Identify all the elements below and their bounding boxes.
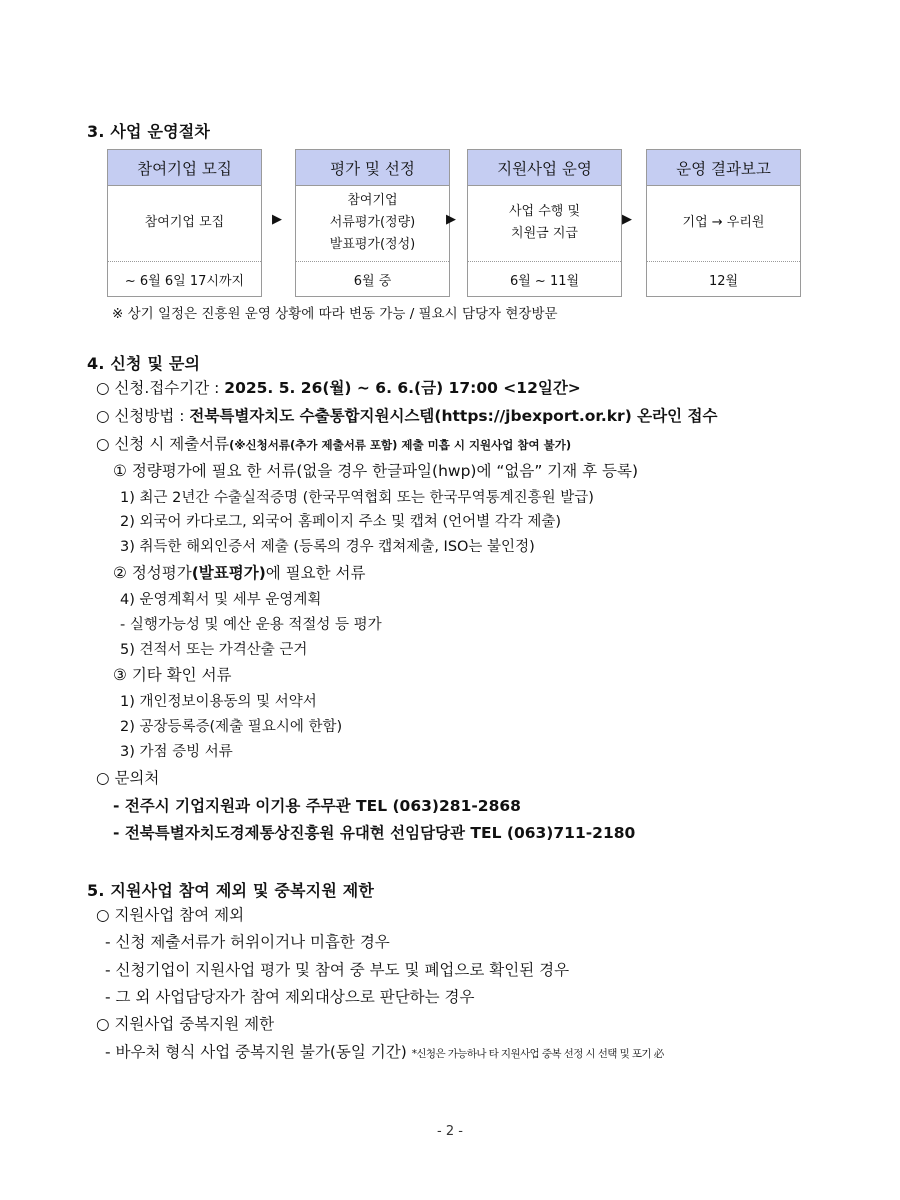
flow-step-2-header: 평가 및 선정 — [296, 150, 449, 186]
qualitative-docs-post: 에 필요한 서류 — [265, 564, 366, 582]
contact-item: - 전북특별자치도경제통상진흥원 유대현 선임담당관 TEL (063)711-2180 — [113, 824, 636, 842]
doc-list-item: 5) 견적서 또는 가격산출 근거 — [120, 642, 308, 658]
flow-step-3-body-line: 사업 수행 및 — [508, 204, 581, 219]
flow-step-2-body-line: 서류평가(정량) — [329, 215, 416, 230]
flow-arrow-icon: ▶ — [446, 212, 456, 227]
doc-list-item: 1) 개인정보이용동의 및 서약서 — [120, 694, 317, 710]
qualitative-docs-bold: (발표평가) — [191, 564, 266, 582]
flow-step-4 — [646, 149, 801, 297]
quantitative-docs-heading: ① 정량평가에 필요 한 서류(없을 경우 한글파일(hwp)에 “없음” 기재 후 등록) — [113, 462, 639, 480]
flow-step-2-footer: 6월 중 — [296, 261, 449, 296]
section5-title: 5. 지원사업 참여 제외 및 중복지원 제한 — [87, 881, 375, 900]
required-documents-label: ○ 신청 시 제출서류 — [96, 435, 230, 453]
doc-list-item: 3) 가점 증빙 서류 — [120, 744, 233, 760]
qualitative-docs-heading — [113, 563, 365, 583]
flow-step-1-body — [108, 186, 261, 260]
exclusion-item: - 그 외 사업담당자가 참여 제외대상으로 판단하는 경우 — [105, 988, 475, 1006]
flow-step-3 — [467, 149, 622, 297]
application-period-label: ○ 신청.접수기간 : — [96, 379, 225, 397]
required-documents — [96, 434, 571, 455]
section3-title: 3. 사업 운영절차 — [87, 122, 211, 141]
flow-arrow-icon: ▶ — [622, 212, 632, 227]
schedule-note: ※ 상기 일정은 진흥원 운영 상황에 따라 변동 가능 / 필요시 담당자 현장방문 — [112, 306, 558, 322]
application-method — [96, 406, 717, 426]
duplicate-label: ○ 지원사업 중복지원 제한 — [96, 1015, 275, 1033]
flow-step-3-body — [468, 186, 621, 260]
application-method-label: ○ 신청방법 : — [96, 407, 190, 425]
doc-list-item: 4) 운영계획서 및 세부 운영계획 — [120, 592, 322, 608]
duplicate-item-note: *신청은 가능하나 타 지원사업 중복 선정 시 선택 및 포기 必 — [411, 1048, 664, 1060]
flow-step-1-footer: ~ 6월 6일 17시까지 — [108, 261, 261, 296]
contact-item: - 전주시 기업지원과 이기용 주무관 TEL (063)281-2868 — [113, 797, 521, 815]
flow-step-3-header: 지원사업 운영 — [468, 150, 621, 186]
section4-title: 4. 신청 및 문의 — [87, 354, 201, 373]
duplicate-item-text: - 바우처 형식 사업 중복지원 불가(동일 기간) — [105, 1043, 412, 1061]
exclusion-item: - 신청 제출서류가 허위이거나 미흡한 경우 — [105, 933, 390, 951]
flow-step-4-footer: 12월 — [647, 261, 800, 296]
flow-step-1-body-line: 참여기업 모집 — [144, 215, 225, 230]
flow-step-2-body-line: 발표평가(정성) — [329, 237, 416, 252]
duplicate-item — [105, 1042, 664, 1064]
doc-list-item: 1) 최근 2년간 수출실적증명 (한국무역협회 또는 한국무역통계진흥원 발급) — [120, 490, 594, 506]
flow-step-2 — [295, 149, 450, 297]
doc-list-item: 2) 공장등록증(제출 필요시에 한함) — [120, 719, 343, 735]
flow-step-4-body — [647, 186, 800, 260]
flow-arrow-icon: ▶ — [272, 212, 282, 227]
exclusion-label: ○ 지원사업 참여 제외 — [96, 906, 245, 924]
application-period — [96, 378, 581, 398]
qualitative-docs-pre: ② 정성평가 — [113, 564, 192, 582]
application-period-value: 2025. 5. 26(월) ~ 6. 6.(금) 17:00 <12일간> — [224, 379, 581, 397]
exclusion-item: - 신청기업이 지원사업 평가 및 참여 중 부도 및 폐업으로 확인된 경우 — [105, 961, 570, 979]
flow-step-4-header: 운영 결과보고 — [647, 150, 800, 186]
contact-label: ○ 문의처 — [96, 769, 160, 787]
application-method-value: 전북특별자치도 수출통합지원시스템(https://jbexport.or.kr) 온라인 접수 — [189, 407, 718, 425]
flow-step-1 — [107, 149, 262, 297]
page-number: - 2 - — [437, 1124, 463, 1139]
required-documents-note: (※신청서류(추가 제출서류 포함) 제출 미흡 시 지원사업 참여 불가) — [229, 438, 572, 452]
flow-step-2-body-line: 참여기업 — [347, 193, 398, 208]
other-docs-heading: ③ 기타 확인 서류 — [113, 666, 232, 684]
flow-step-3-body-line: 치원금 지급 — [511, 226, 578, 241]
flow-step-4-body-line: 기업 → 우리원 — [682, 215, 765, 230]
flow-step-3-footer: 6월 ~ 11월 — [468, 261, 621, 296]
doc-list-item: 3) 취득한 해외인증서 제출 (등록의 경우 캡쳐제출, ISO는 불인정) — [120, 539, 535, 555]
doc-list-item: - 실행가능성 및 예산 운용 적절성 등 평가 — [120, 617, 382, 633]
flow-step-1-header: 참여기업 모집 — [108, 150, 261, 186]
doc-list-item: 2) 외국어 카다로그, 외국어 홈페이지 주소 및 캡쳐 (언어별 각각 제출) — [120, 514, 562, 530]
flow-step-2-body — [296, 186, 449, 260]
